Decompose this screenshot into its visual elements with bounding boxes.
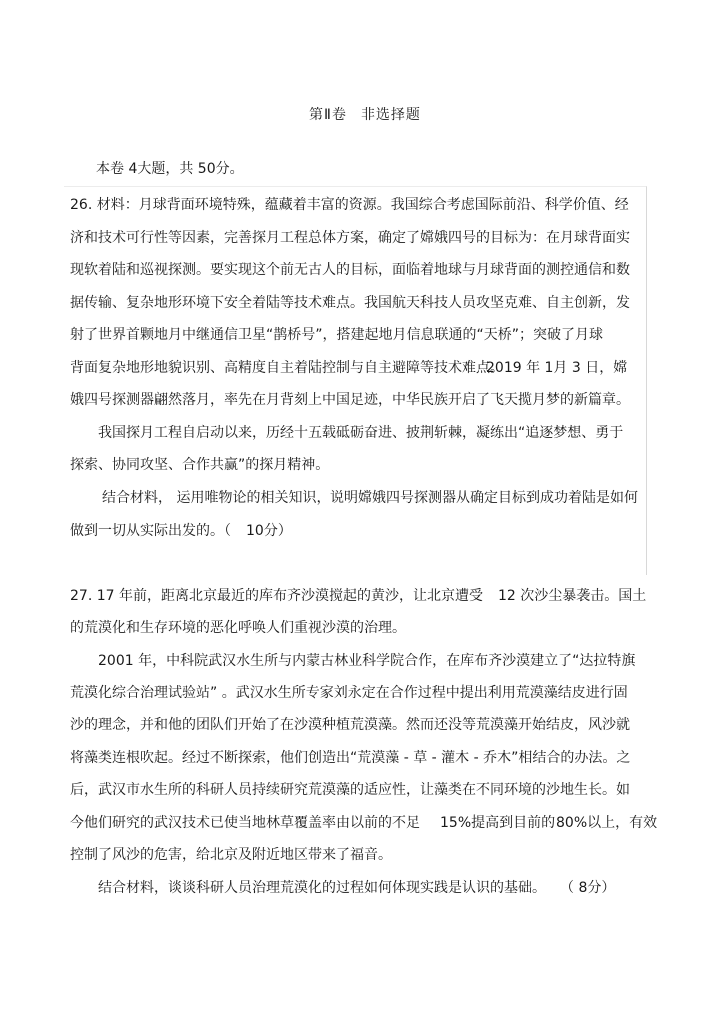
q27-line: 15%提高到目前的	[440, 815, 556, 831]
q27-line: 沙的理念，并和他的团队们开始了在沙漠种植荒漠藻。然而还没等荒漠藻开始结皮，风沙就	[70, 717, 630, 733]
q26-line: 探索、协同攻坚、合作共赢”的探月精神。	[70, 457, 330, 473]
q27-line: 27. 17 年前，距离北京最近的库布齐沙漠搅起的黄沙，让北京遭受	[70, 588, 483, 604]
section-intro: 本卷 4大题，共 50分。	[96, 161, 244, 177]
q27-line: 后，武汉市水生所的科研人员持续研究荒漠藻的适应性，让藻类在不同环境的沙地生长。如	[70, 782, 630, 798]
section-part: 第Ⅱ卷	[309, 107, 347, 123]
q27-line: 2001 年，中科院武汉水生所与内蒙古林业科学院合作，在库布齐沙漠建立了“达拉特旗	[98, 653, 636, 669]
q27-line: 12 次沙尘暴袭击。国土	[498, 588, 647, 604]
q26-line: 娥四号探测器翩然落月，率先在月背刻上中国足迹，中华民族开启了飞天揽月梦的新篇章。	[70, 392, 630, 408]
q26-line: 背面复杂地形地貌识别、高精度自主着陆控制与自主避障等技术难点。	[70, 360, 504, 376]
q27-line: 80%以上，有效	[556, 815, 658, 831]
q26-prompt: 结合材料， 运用唯物论的相关知识，	[102, 490, 331, 506]
q26-line: 济和技术可行性等因素，完善探月工程总体方案，确定了嫦娥四号的目标为：在月球背面实	[70, 230, 630, 246]
q27-line: 荒漠化综合治理试验站” 。武汉水生所专家刘永定在合作过程中提出利用荒漠藻结皮进行固	[70, 685, 628, 701]
q27-prompt: 结合材料，谈谈科研人员治理荒漠化的过程如何体现实践是认识的基础。	[98, 880, 546, 896]
q26-line: 据传输、复杂地形环境下安全着陆等技术难点。我国航天科技人员攻坚克难、自主创新，发	[70, 295, 630, 311]
q26-prompt: 说明嫦娥四号探测器从确定目标到成功着陆是如何	[330, 490, 638, 506]
q26-line: 26. 材料：月球背面环境特殊，蕴藏着丰富的资源。我国综合考虑国际前沿、科学价值、经	[70, 197, 629, 213]
q26-line: 我国探月工程自启动以来，历经十五载砥砺奋进、披荆斩棘，凝练出“追逐梦想、勇于	[98, 425, 624, 441]
q27-line: 控制了风沙的危害，给北京及附近地区带来了福音。	[70, 847, 392, 863]
q27-line: 今他们研究的武汉技术已使当地林草覆盖率由以前的不足	[70, 815, 420, 831]
q26-score: 10分）	[246, 523, 292, 539]
q26-line: 射了世界首颗地月中继通信卫星“鹊桥号”，搭建起地月信息联通的“天桥”；突破了月球	[70, 327, 604, 343]
q26-line: 现软着陆和巡视探测。要实现这个前无古人的目标，面临着地球与月球背面的测控通信和数	[70, 262, 630, 278]
q27-score: （ 8分）	[560, 880, 616, 896]
q27-line: 将藻类连根吹起。经过不断探索，他们创造出“荒漠藻 - 草 - 灌木 - 乔木”相结合的办法。之	[70, 750, 631, 766]
q26-prompt: 做到一切从实际出发的。（	[70, 523, 231, 539]
section-name: 非选择题	[360, 107, 421, 123]
section-heading	[0, 104, 720, 124]
q26-date: 2019 年 1月 3 日，嫦	[486, 360, 628, 376]
q27-line: 的荒漠化和生存环境的恶化呼唤人们重视沙漠的治理。	[70, 620, 406, 636]
